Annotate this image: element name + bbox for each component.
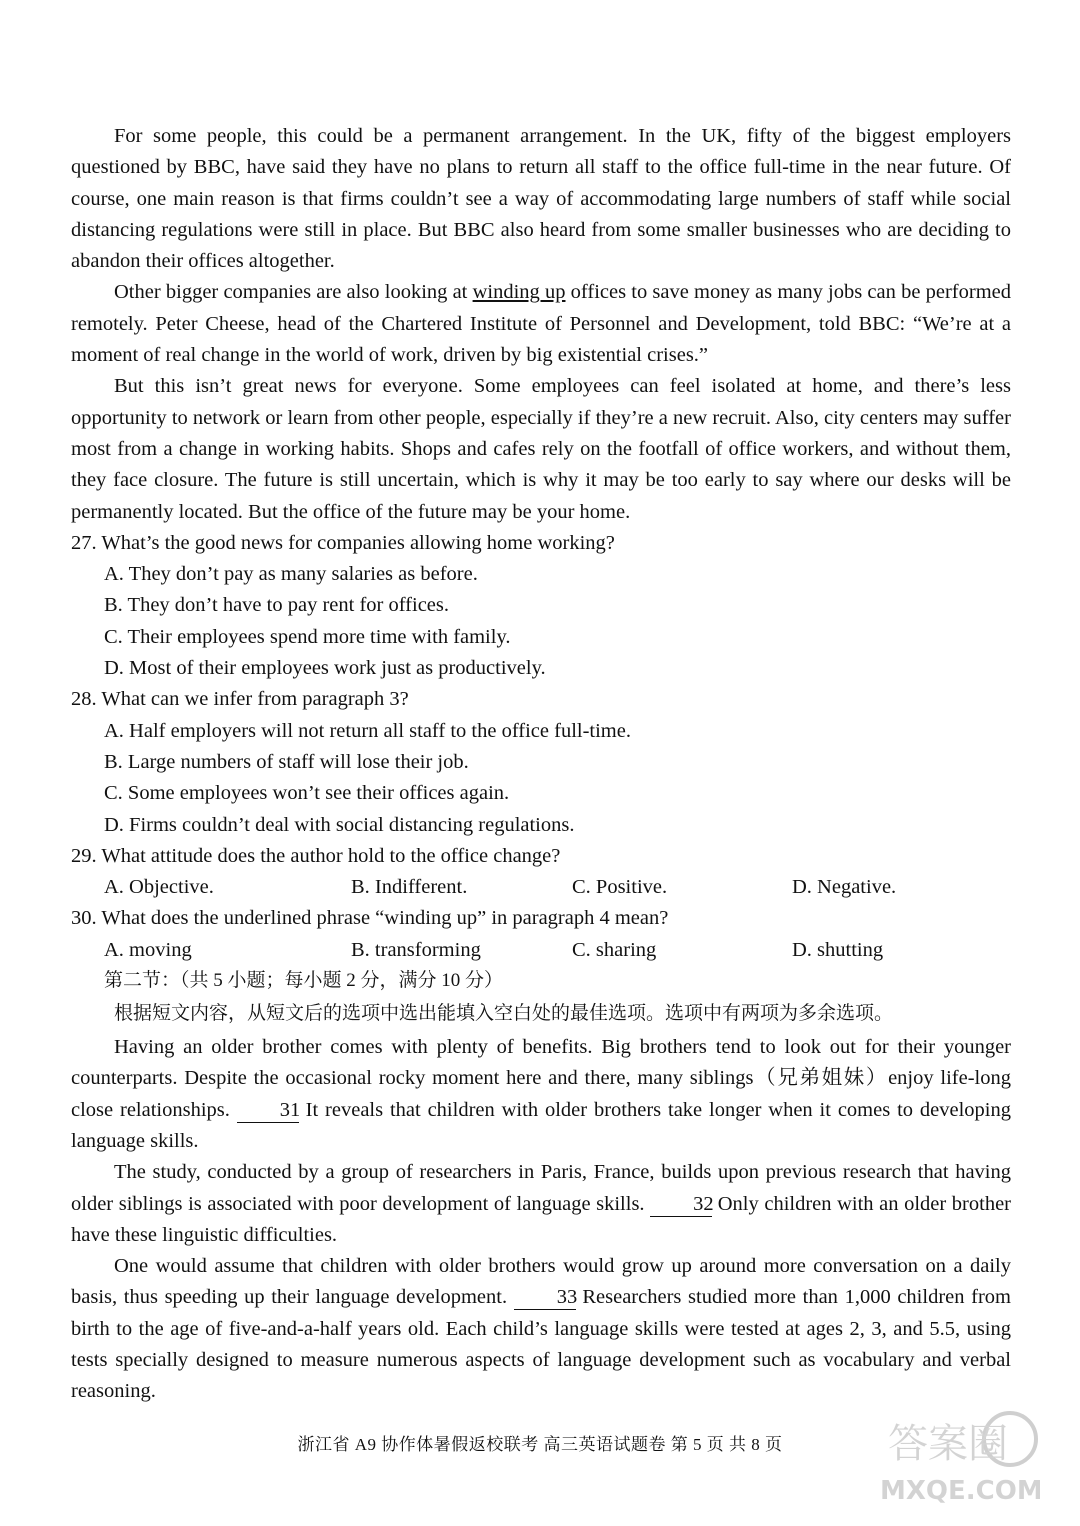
option-b: B. transforming bbox=[351, 938, 481, 961]
option-d: D. Negative. bbox=[792, 876, 897, 899]
paragraph-text-a: One would assume that children with older brothers would grow up around more conversation on a daily basis, thus speeding up their language development. bbox=[71, 1255, 1011, 1309]
question-stem: 29. What attitude does the author hold to the office change? bbox=[71, 844, 561, 867]
option-c: C. Their employees spend more time with family. bbox=[104, 625, 511, 648]
blank-31: 31 bbox=[237, 1098, 299, 1123]
option-b: B. They don’t have to pay rent for offices. bbox=[104, 594, 449, 617]
paragraph-text-a: The study, conducted by a group of researchers in Paris, France, builds upon previous research that having older siblings is associated with poor development of language skills. bbox=[71, 1161, 1011, 1215]
section-2-header: 第二节：（共 5 小题；每小题 2 分，满分 10 分） bbox=[104, 970, 504, 992]
option-c: C. Some employees won’t see their offices again. bbox=[104, 782, 510, 805]
option-d: D. shutting bbox=[792, 938, 884, 961]
watermark-logo bbox=[870, 1399, 1040, 1514]
paragraph-2-text-b: offices to save money as many jobs can be performed remotely. Peter Cheese, head of the Chartered Institute of Personnel and Development, told BBC: “We’re at a moment of real change in the world of work, driven by big existential crises.” bbox=[71, 281, 1011, 367]
option-d: D. Most of their employees work just as productively. bbox=[104, 657, 546, 680]
passage2-paragraph-1 bbox=[71, 1032, 1011, 1157]
options-row bbox=[104, 872, 1011, 903]
blank-32: 32 bbox=[650, 1192, 712, 1217]
paragraph-text-b: Only children with an older brother have these linguistic difficulties. bbox=[71, 1192, 1011, 1246]
option-a: A. moving bbox=[104, 938, 192, 961]
question-27 bbox=[71, 528, 1011, 684]
option-d: D. Firms couldn’t deal with social distancing regulations. bbox=[104, 813, 575, 836]
question-29 bbox=[71, 841, 1011, 904]
options-row bbox=[104, 935, 1011, 966]
paragraph-2-text-a: Other bigger companies are also looking at bbox=[114, 281, 473, 304]
question-30 bbox=[71, 903, 1011, 966]
passage2-paragraph-2 bbox=[71, 1157, 1011, 1251]
passage1-paragraph-2 bbox=[71, 277, 1011, 371]
option-b: B. Indifferent. bbox=[351, 876, 468, 899]
question-stem: 28. What can we infer from paragraph 3? bbox=[71, 688, 409, 711]
option-b: B. Large numbers of staff will lose their job. bbox=[104, 750, 469, 773]
question-stem: 30. What does the underlined phrase “winding up” in paragraph 4 mean? bbox=[71, 907, 669, 930]
option-a: A. They don’t pay as many salaries as before. bbox=[104, 563, 478, 586]
paragraph-text-b: Researchers studied more than 1,000 children from birth to the age of five-and-a-half years old. Each child’s language skills were tested at ages 2, 3, and 5.5, using tests specially designed to measure numerous aspects of language development such as vocabulary and verbal reasoning. bbox=[71, 1286, 1011, 1403]
paragraph-text-a: Having an older brother comes with plenty of benefits. Big brothers tend to look out for their younger counterparts. Despite the occasional rocky moment here and there, many siblings（兄弟姐妹）enjoy life-long close relationships. bbox=[71, 1036, 1011, 1121]
option-a: A. Half employers will not return all staff to the office full-time. bbox=[104, 719, 631, 742]
passage1-paragraph-1: For some people, this could be a permanent arrangement. In the UK, fifty of the biggest employers questioned by BBC, have said they have no plans to return all staff to the office full-time in the near future. Of course, one main reason is that firms couldn’t see a way of accommodating large numbers of staff while social distancing regulations were still in place. But BBC also heard from some smaller businesses who are deciding to abandon their offices altogether. bbox=[71, 125, 1011, 273]
option-c: C. sharing bbox=[572, 938, 657, 961]
watermark-text-url: MXQE.COM bbox=[880, 1476, 1040, 1506]
underlined-phrase: winding up bbox=[472, 281, 566, 304]
question-stem: 27. What’s the good news for companies allowing home working? bbox=[71, 531, 615, 554]
paragraph-text-b: It reveals that children with older brothers take longer when it comes to developing language skills. bbox=[71, 1098, 1011, 1152]
section-2-instruction: 根据短文内容，从短文后的选项中选出能填入空白处的最佳选项。选项中有两项为多余选项。 bbox=[114, 1003, 894, 1025]
blank-33: 33 bbox=[514, 1285, 576, 1310]
watermark-text-cn: 答案圈 bbox=[888, 1421, 1008, 1467]
page-footer: 浙江省 A9 协作体暑假返校联考 高三英语试题卷 第 5 页 共 8 页 bbox=[297, 1435, 783, 1454]
passage2-paragraph-3 bbox=[71, 1251, 1011, 1407]
question-28 bbox=[71, 684, 1011, 840]
option-a: A. Objective. bbox=[104, 876, 214, 899]
option-c: C. Positive. bbox=[572, 876, 668, 899]
exam-page bbox=[71, 121, 1011, 1408]
passage1-paragraph-3: But this isn’t great news for everyone. Some employees can feel isolated at home, and there’s less opportunity to network or learn from other people, especially if they’re a new recruit. Also, city centers may suffer most from a change in working habits. Shops and cafes rely on the footfall of office workers, and without them, they face closure. The future is still uncertain, which is why it may be too early to say where our desks will be permanently located. But the office of the future may be your home. bbox=[71, 375, 1011, 523]
